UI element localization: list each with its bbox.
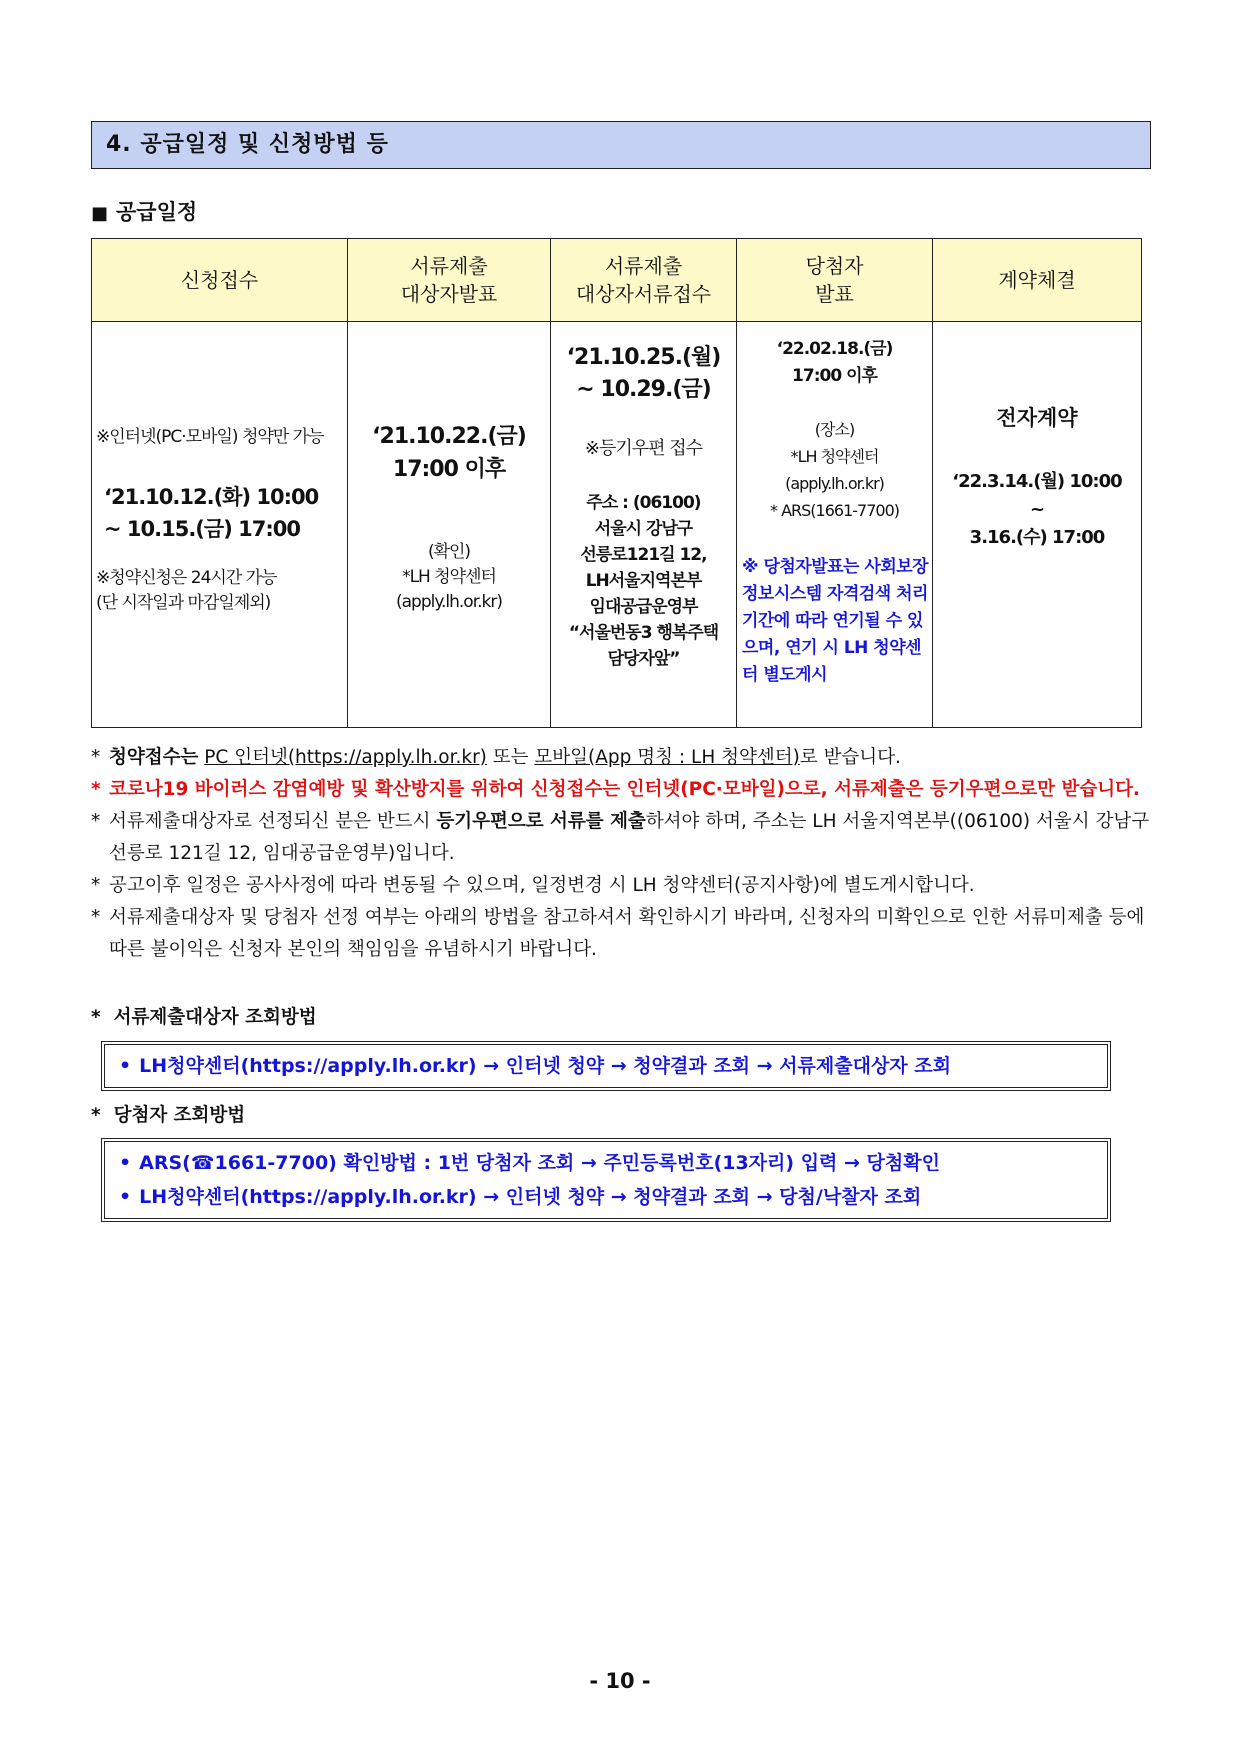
center-label: *LH 청약센터: [402, 567, 496, 587]
ars-number: * ARS(1661-7700): [770, 501, 899, 520]
doc-lookup-box: [101, 1041, 1111, 1091]
lookup-text: ARS(☎1661-7700) 확인방법 : 1번 당첨자 조회 → 주민등록번호(13자리) 입력 → 당첨확인: [139, 1152, 940, 1174]
note-covid: [91, 774, 1159, 806]
note-confirmation: [91, 902, 1159, 966]
application-end: ~ 10.15.(금) 17:00: [104, 517, 300, 541]
note-text: 또는: [486, 747, 535, 768]
subheading-label: 공급일정: [116, 200, 198, 224]
address-line: 담당자앞”: [607, 649, 680, 669]
header-label: 서류제출 대상자서류접수: [575, 254, 712, 306]
note-text: 로 받습니다.: [799, 747, 901, 768]
announce-date: ‘21.10.22.(금): [372, 424, 526, 449]
bullet-icon: •: [119, 1186, 132, 1208]
winner-lookup-box: [101, 1138, 1111, 1222]
winner-time: 17:00 이후: [792, 366, 877, 386]
lookup-text: LH청약센터(https://apply.lh.or.kr) → 인터넷 청약 → 청약결과 조회 → 당첨/낙찰자 조회: [139, 1186, 922, 1208]
cell-application: [92, 322, 348, 728]
note-text: 코로나19 바이러스 감염예방 및 확산방지를 위하여 신청접수는 인터넷(PC·모바일)으로, 서류제출은 등기우편으로만 받습니다.: [109, 779, 1140, 800]
bullet-icon: •: [119, 1055, 132, 1077]
note-text: 공고이후 일정은 공사사정에 따라 변동될 수 있으며, 일정변경 시 LH 청약센터(공지사항)에 별도게시합니다.: [109, 875, 975, 896]
lookup-item: [119, 1180, 1093, 1214]
contract-start: ‘22.3.14.(월) 10:00: [952, 471, 1122, 492]
24h-note: ※청약신청은 24시간 가능: [96, 568, 277, 588]
lookup-item: [119, 1049, 1093, 1083]
header-label: 서류제출 대상자발표: [400, 254, 498, 306]
exclusion-note: (단 시작일과 마감일제외): [96, 593, 271, 613]
asterisk: *: [91, 779, 101, 800]
submit-start: ‘21.10.25.(월): [566, 345, 721, 370]
note-text: 서류제출대상자로 선정되신 분은 반드시: [109, 811, 437, 832]
winner-date: ‘22.02.18.(금): [776, 339, 893, 359]
confirm-label: (확인): [427, 542, 471, 562]
place-label: (장소): [814, 420, 855, 439]
notes-list: [91, 742, 1159, 966]
address-line: LH서울지역본부: [585, 571, 702, 591]
note-bold: 등기우편으로 서류를 제출: [436, 811, 646, 832]
note-registered-mail: [91, 806, 1159, 870]
delay-notice: ※ 당첨자발표는 사회보장정보시스템 자격검색 처리 기간에 따라 연기될 수 있으며, 연기 시 LH 청약센터 별도게시: [742, 557, 929, 685]
application-start: ‘21.10.12.(화) 10:00: [104, 485, 319, 509]
lookup-text: LH청약센터(https://apply.lh.or.kr) → 인터넷 청약 → 청약결과 조회 → 서류제출대상자 조회: [139, 1055, 951, 1077]
doc-lookup-label: [91, 1003, 317, 1029]
note-bold: 청약접수는: [109, 747, 199, 768]
header-label: 계약체결: [998, 268, 1076, 292]
contract-type: 전자계약: [996, 406, 1078, 430]
header-label: 신청접수: [180, 268, 259, 292]
section-title: 4. 공급일정 및 신청방법 등: [91, 121, 1151, 169]
online-only-note: ※인터넷(PC·모바일) 청약만 가능: [96, 427, 324, 447]
cell-doc-submit: [551, 322, 737, 728]
address-line: 선릉로121길 12,: [580, 545, 707, 565]
center-url: (apply.lh.or.kr): [785, 474, 884, 493]
winner-lookup-label: [91, 1101, 245, 1127]
note-application-method: [91, 742, 1159, 774]
lookup-item: [119, 1146, 1093, 1180]
center-url: (apply.lh.or.kr): [396, 592, 502, 612]
asterisk: *: [91, 875, 101, 896]
square-bullet-icon: ■: [91, 203, 109, 224]
asterisk: *: [91, 1105, 101, 1126]
address-line: 주소 : (06100): [586, 493, 701, 513]
contract-end: 3.16.(수) 17:00: [969, 527, 1105, 548]
cell-doc-announce: [348, 322, 551, 728]
mobile-link[interactable]: 모바일(App 명칭 : LH 청약센터): [534, 747, 800, 768]
contract-tilde: ~: [1029, 499, 1045, 520]
address-line: 서울시 강남구: [594, 519, 693, 539]
note-text: 서류제출대상자 및 당첨자 선정 여부는 아래의 방법을 참고하셔서 확인하시기 바라며, 신청자의 미확인으로 인한 서류미제출 등에 따른 불이익은 신청자 본인의 책임임을 유념하시기 바랍니다.: [109, 907, 1145, 960]
cell-winner-announce: [737, 322, 933, 728]
bullet-icon: •: [119, 1152, 132, 1174]
subheading-schedule: [91, 196, 197, 226]
address-line: “서울번동3 행복주택: [568, 623, 719, 643]
header-doc-submit: [551, 239, 737, 322]
asterisk: *: [91, 907, 101, 928]
header-winner-announce: [737, 239, 933, 322]
announce-time: 17:00 이후: [392, 457, 506, 482]
center-label: *LH 청약센터: [790, 447, 879, 466]
schedule-table: [91, 238, 1142, 728]
label-text: 서류제출대상자 조회방법: [113, 1007, 317, 1028]
label-text: 당첨자 조회방법: [113, 1105, 246, 1126]
asterisk: *: [91, 811, 101, 832]
header-label: 당첨자 발표: [805, 254, 864, 306]
header-doc-announce: [348, 239, 551, 322]
mail-method: ※등기우편 접수: [584, 438, 703, 459]
note-schedule-change: [91, 870, 1159, 902]
header-application: [92, 239, 348, 322]
address-line: 임대공급운영부: [589, 597, 698, 617]
header-contract: [933, 239, 1142, 322]
note-text: 하셔야 하며, 주소는 LH 서울지역본부((06100) 서울시 강남구 선릉로 121길 12, 임대공급운영부)입니다.: [109, 811, 1150, 864]
page-number: - 10 -: [589, 1669, 651, 1693]
submit-end: ~ 10.29.(금): [576, 377, 711, 402]
asterisk: *: [91, 747, 101, 768]
asterisk: *: [91, 1007, 101, 1028]
pc-link[interactable]: PC 인터넷(https://apply.lh.or.kr): [204, 747, 487, 768]
cell-contract: [933, 322, 1142, 728]
